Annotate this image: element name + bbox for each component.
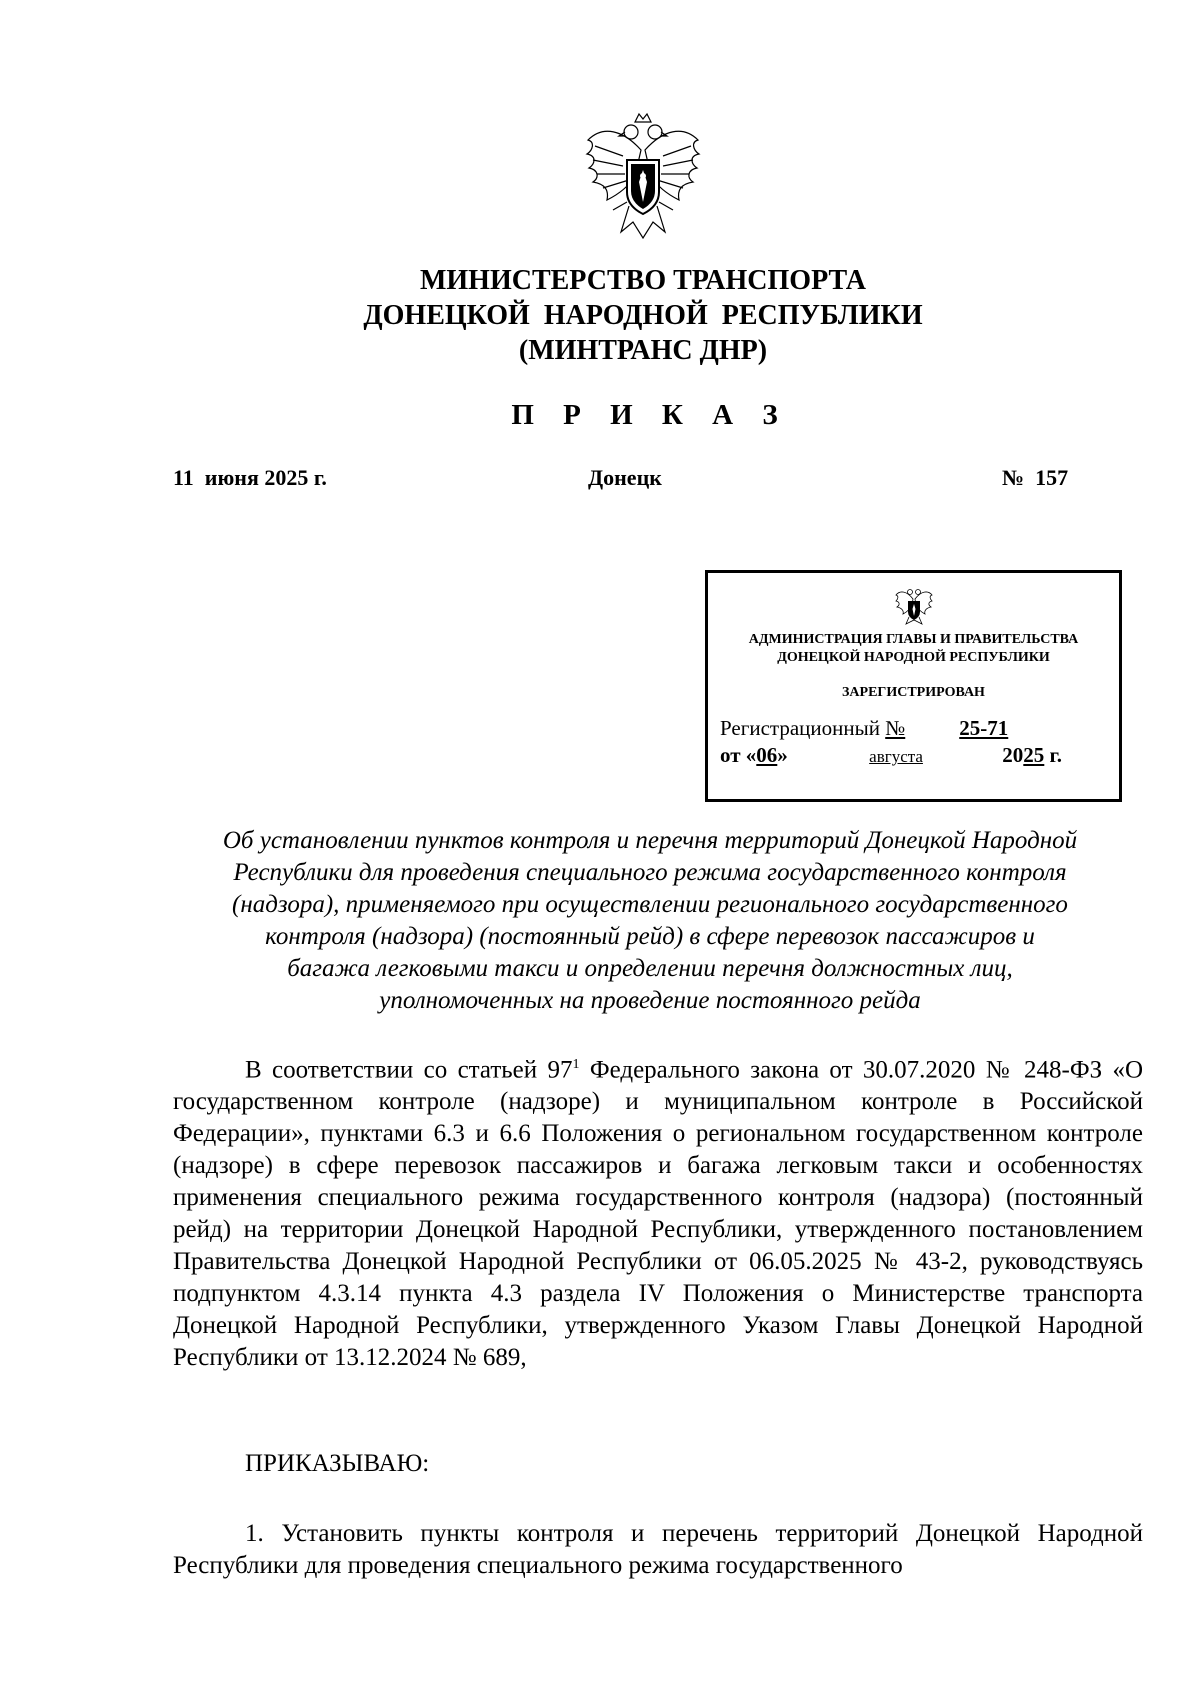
date-month: августа <box>869 747 923 766</box>
stamp-org-line-2: ДОНЕЦКОЙ НАРОДНОЙ РЕСПУБЛИКИ <box>777 650 1050 665</box>
subject-line-6: уполномоченных на проведение постоянного рейда <box>379 987 921 1014</box>
subject-line-3: (надзора), применяемого при осуществлении регионального государственного <box>232 891 1068 918</box>
reg-number-sign: № <box>885 716 906 740</box>
date-suffix: » <box>777 743 788 767</box>
ministry-name <box>0 263 1200 368</box>
stamp-status: ЗАРЕГИСТРИРОВАН <box>842 685 985 700</box>
preamble-text-a: В соответствии со статьей 97 <box>245 1056 573 1084</box>
subject-line-4: контроля (надзора) (постоянный рейд) в сфере перевозок пассажиров и <box>265 923 1035 950</box>
order-date: 11 июня 2025 г. <box>173 465 327 490</box>
ministry-line-3: (МИНТРАНС ДНР) <box>518 335 768 366</box>
subject-line-2: Республики для проведения специального режима государственного контроля <box>233 859 1067 886</box>
reg-number: 25-71 <box>959 716 1009 740</box>
reg-label: Регистрационный <box>720 716 880 740</box>
preamble-text-b: Федерального закона от 30.07.2020 № 248-ФЗ «О государственном контроле (надзоре) и муниципальном контроле в Российской Федерации», пунктами 6.3 и 6.6 Положения о региональном государственном контроле (надзоре) в сфере перевозок пассажиров и багажа легковым такси и особенностях применения специального режима государственного контроля (надзора) (постоянный рейд) на территории Донецкой Народной Республики, утвержденного постановлением Правительства Донецкой Народной Республики от 06.05.2025 № 43-2, руководствуясь подпунктом 4.3.14 пункта 4.3 раздела IV Положения о Министерстве транспорта Донецкой Народной Республики, утвержденного Указом Главы Донецкой Народной Республики от 13.12.2024 № 689, <box>173 1056 1143 1372</box>
ministry-line-1: МИНИСТЕРСТВО ТРАНСПОРТА <box>419 265 867 296</box>
stamp-org-line-1: АДМИНИСТРАЦИЯ ГЛАВЫ И ПРАВИТЕЛЬСТВА <box>748 632 1079 647</box>
order-operative-word: ПРИКАЗЫВАЮ: <box>245 1450 430 1477</box>
date-year-unit: г. <box>1049 743 1062 767</box>
preamble-superscript: 1 <box>572 1057 580 1072</box>
registration-stamp <box>705 570 1122 802</box>
subject-line-1: Об установлении пунктов контроля и перечня территорий Донецкой Народной <box>222 827 1078 854</box>
order-item-1 <box>173 1518 1143 1582</box>
order-number: № 157 <box>1002 465 1069 490</box>
dpr-coat-of-arms-icon <box>583 110 703 245</box>
stamp-registration-number <box>720 716 1013 741</box>
preamble-paragraph <box>173 1049 1143 1374</box>
order-item-1-text: 1. Установить пункты контроля и перечень территорий Донецкой Народной Республики для проведения специального режима государственного <box>173 1520 1143 1579</box>
subject-line-5: багажа легковыми такси и определении перечня должностных лиц, <box>287 955 1013 982</box>
date-prefix: от « <box>720 743 757 767</box>
stamp-emblem-icon <box>894 585 934 625</box>
document-type-title: П Р И К А З <box>511 399 789 431</box>
date-year <box>1002 743 1062 767</box>
order-city: Донецк <box>588 465 662 490</box>
reg-number-field <box>885 716 1013 741</box>
date-year-end: 25 <box>1023 743 1045 767</box>
date-year-start: 20 <box>1002 743 1024 767</box>
stamp-registration-date <box>720 743 1062 768</box>
date-day: 06 <box>756 743 778 767</box>
ministry-line-2: ДОНЕЦКОЙ НАРОДНОЙ РЕСПУБЛИКИ <box>363 300 923 331</box>
stamp-organization <box>708 631 1119 667</box>
order-subject <box>150 825 1150 1017</box>
